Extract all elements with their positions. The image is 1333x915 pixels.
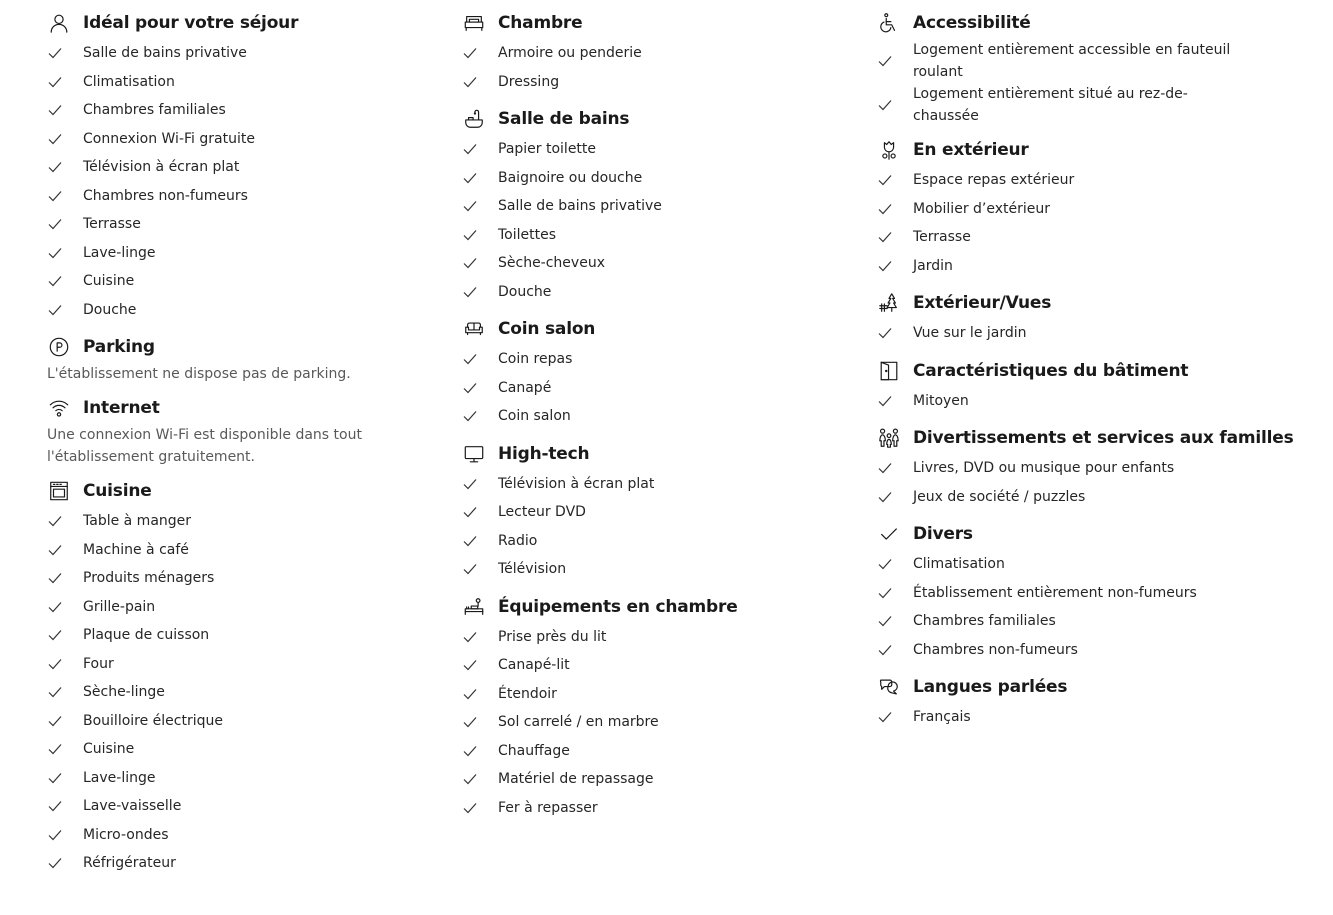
list-item-label: Papier toilette [498,141,597,158]
checkmark-icon [47,47,63,59]
section-title: Idéal pour votre séjour [83,13,299,33]
checkmark-icon [462,659,478,671]
list-item-label: Sèche-linge [83,684,165,701]
door-icon [877,359,901,383]
list-item [462,794,842,823]
list-item-label: Français [913,709,971,726]
list-item-label: Chambres familiales [913,613,1056,630]
checkmark-icon [462,535,478,547]
section-header [462,317,842,341]
list-item [462,470,842,499]
list-item [47,650,427,679]
checkmark-icon [877,395,893,407]
section-description: Une connexion Wi-Fi est disponible dans tout l'établissement gratuitement. [47,427,362,465]
checkmark-icon [462,172,478,184]
list-item [47,239,427,268]
list-item-label: Plaque de cuisson [83,627,210,644]
list-item [462,402,842,431]
section-bathtub [462,107,842,306]
list-item-label: Produits ménagers [83,570,215,587]
checkmark-icon [462,478,478,490]
list-item [47,821,427,850]
list-item-label: Climatisation [83,73,175,90]
checkmark-icon [462,506,478,518]
checkmark-icon [877,491,893,503]
list-item [462,708,842,737]
list-item-label: Lave-linge [83,244,156,261]
list-item-label: Jeux de société / puzzles [913,488,1086,505]
wifi-icon [47,396,71,420]
section-header [877,359,1297,383]
list-item-label: Jardin [913,257,953,274]
section-title: Chambre [498,13,583,33]
section-check [877,522,1297,664]
section-header [47,11,427,35]
section-wifi [47,396,427,468]
parking-icon [47,335,71,359]
section-description: L'établissement ne dispose pas de parking. [47,366,351,382]
list-item [877,223,1297,252]
list-item-label: Canapé-lit [498,657,570,674]
list-item-label: Matériel de repassage [498,771,654,788]
list-item-label: Télévision à écran plat [83,159,240,176]
list-item [47,153,427,182]
list-item-label: Canapé [498,379,552,396]
list-item [877,607,1297,636]
list-item-label: Télévision à écran plat [498,475,655,492]
list-item [877,550,1297,579]
list-item [877,166,1297,195]
section-header [462,107,842,131]
list-item [462,39,842,68]
section-title: Divertissements et services aux familles [913,428,1294,448]
checkmark-icon [47,572,63,584]
list-item [462,651,842,680]
list-item [877,195,1297,224]
checkmark-icon [877,711,893,723]
checkmark-icon [462,688,478,700]
checkmark-icon [462,773,478,785]
section-title: Salle de bains [498,109,630,129]
list-item [877,636,1297,665]
list-item-label: Prise près du lit [498,628,607,645]
list-item [877,387,1297,416]
list-item-label: Dressing [498,73,560,90]
list-item [47,735,427,764]
list-item [462,278,842,307]
section-flower [877,138,1297,280]
section-title: Internet [83,398,160,418]
list-item-label: Coin salon [498,408,571,425]
list-item [877,252,1297,281]
list-item [462,527,842,556]
list-item-label: Four [83,655,114,672]
monitor-icon [462,442,486,466]
checkmark-icon [462,353,478,365]
list-item-label: Armoire ou penderie [498,45,642,62]
checkmark-icon [47,104,63,116]
column-2 [462,0,842,830]
checkmark-icon [462,76,478,88]
checkmark-icon [47,247,63,259]
checkmark-icon [877,174,893,186]
checkmark-icon [462,229,478,241]
checkmark-icon [47,161,63,173]
list-item [462,555,842,584]
person-icon [47,11,71,35]
list-item [47,39,427,68]
list-item-label: Connexion Wi-Fi gratuite [83,130,255,147]
section-header [877,522,1297,546]
list-item [462,680,842,709]
list-item-label: Douche [498,283,552,300]
list-item-label: Fer à repasser [498,799,598,816]
checkmark-icon [47,829,63,841]
section-title: Équipements en chambre [498,596,738,617]
checkmark-icon [462,410,478,422]
list-item [462,68,842,97]
list-item [462,164,842,193]
wheelchair-icon [877,11,901,35]
list-item-label: Livres, DVD ou musique pour enfants [913,460,1175,477]
list-item-label: Sèche-cheveux [498,255,605,272]
checkmark-icon [462,802,478,814]
list-item-label: Salle de bains privative [83,45,247,62]
checkmark-icon [877,644,893,656]
section-header [877,675,1297,699]
list-item-label: Vue sur le jardin [913,325,1027,342]
list-item-label: Terrasse [83,216,141,233]
checkmark-icon [462,143,478,155]
section-header [47,396,427,420]
checkmark-icon [877,55,893,67]
checkmark-icon [462,563,478,575]
checkmark-icon [47,857,63,869]
checkmark-icon [877,327,893,339]
check-icon [877,522,901,546]
list-item [47,296,427,325]
column-1 [47,0,427,886]
section-title: Caractéristiques du bâtiment [913,360,1189,381]
list-item [877,83,1297,127]
list-item-label: Climatisation [913,556,1005,573]
list-item [47,678,427,707]
checkmark-icon [877,558,893,570]
flower-icon [877,138,901,162]
list-item-label: Micro-ondes [83,826,169,843]
checkmark-icon [877,203,893,215]
list-item-label: Mitoyen [913,392,969,409]
bed-icon [462,11,486,35]
section-parking [47,335,427,385]
section-room-amenities [462,595,842,823]
list-item [47,182,427,211]
list-item [47,707,427,736]
section-title: Langues parlées [913,677,1068,697]
section-header [877,138,1297,162]
list-item-label: Grille-pain [83,598,156,615]
checkmark-icon [462,716,478,728]
list-item-label: Sol carrelé / en marbre [498,714,659,731]
list-item-label: Coin repas [498,351,573,368]
section-header [877,426,1297,450]
list-item-label: Logement entièrement situé au rez-de-chaussée [913,86,1188,124]
list-item-label: Radio [498,532,538,549]
section-title: En extérieur [913,140,1029,160]
list-item-label: Cuisine [83,273,135,290]
list-item [877,579,1297,608]
list-item [47,621,427,650]
list-item [462,192,842,221]
list-item-label: Salle de bains privative [498,198,662,215]
list-item-label: Lave-linge [83,769,156,786]
list-item-label: Établissement entièrement non-fumeurs [913,584,1197,601]
list-item [47,210,427,239]
checkmark-icon [462,286,478,298]
list-item [47,593,427,622]
section-sofa [462,317,842,431]
list-item-label: Chambres non-fumeurs [913,641,1078,658]
list-item [47,849,427,878]
section-door [877,359,1297,416]
list-item-label: Réfrigérateur [83,855,176,872]
checkmark-icon [47,658,63,670]
section-header [47,335,427,359]
section-person [47,11,427,324]
checkmark-icon [47,544,63,556]
section-title: Accessibilité [913,13,1031,33]
checkmark-icon [462,257,478,269]
section-header [877,11,1297,35]
list-item-label: Mobilier d’extérieur [913,200,1050,217]
list-item-label: Toilettes [498,226,557,243]
section-monitor [462,442,842,584]
checkmark-icon [47,715,63,727]
checkmark-icon [47,800,63,812]
list-item [877,39,1297,83]
section-title: Divers [913,524,973,544]
checkmark-icon [462,47,478,59]
list-item [462,498,842,527]
room-amenities-icon [462,595,486,619]
list-item-label: Lave-vaisselle [83,798,182,815]
list-item-label: Terrasse [913,229,971,246]
checkmark-icon [47,601,63,613]
checkmark-icon [47,686,63,698]
tree-fence-icon [877,291,901,315]
list-item-label: Baignoire ou douche [498,169,643,186]
list-item [877,483,1297,512]
section-title: Coin salon [498,319,596,339]
checkmark-icon [47,190,63,202]
list-item-label: Douche [83,301,137,318]
list-item [47,125,427,154]
section-oven [47,479,427,878]
section-speech-bubbles [877,675,1297,732]
section-title: Parking [83,337,155,357]
checkmark-icon [877,231,893,243]
list-item-label: Bouilloire électrique [83,712,223,729]
section-tree-fence [877,291,1297,348]
section-family [877,426,1297,511]
checkmark-icon [462,200,478,212]
speech-bubbles-icon [877,675,901,699]
list-item [462,765,842,794]
list-item [462,374,842,403]
list-item [47,564,427,593]
section-title: High-tech [498,443,590,464]
checkmark-icon [877,615,893,627]
section-header [462,11,842,35]
list-item-label: Chauffage [498,742,570,759]
list-item [462,737,842,766]
checkmark-icon [47,133,63,145]
list-item [877,454,1297,483]
section-header [877,291,1297,315]
section-header [462,595,842,619]
list-item-label: Table à manger [83,513,192,530]
bathtub-icon [462,107,486,131]
list-item-label: Chambres familiales [83,102,226,119]
checkmark-icon [47,629,63,641]
list-item-label: Machine à café [83,541,189,558]
list-item [462,221,842,250]
checkmark-icon [462,745,478,757]
checkmark-icon [47,515,63,527]
list-item [462,623,842,652]
list-item [47,792,427,821]
list-item-label: Cuisine [83,741,135,758]
list-item [877,319,1297,348]
checkmark-icon [877,99,893,111]
list-item-label: Télévision [498,561,567,578]
list-item-label: Étendoir [498,685,557,702]
column-3 [877,0,1297,740]
list-item-label: Chambres non-fumeurs [83,187,248,204]
list-item [877,703,1297,732]
checkmark-icon [877,462,893,474]
list-item [47,96,427,125]
list-item-label: Logement entièrement accessible en fauteuil roulant [913,42,1231,80]
checkmark-icon [877,587,893,599]
section-title: Extérieur/Vues [913,293,1052,313]
list-item [462,249,842,278]
section-wheelchair [877,11,1297,127]
checkmark-icon [877,260,893,272]
list-item [47,267,427,296]
list-item-label: Espace repas extérieur [913,172,1075,189]
checkmark-icon [47,76,63,88]
section-header [462,442,842,466]
checkmark-icon [47,772,63,784]
list-item-label: Lecteur DVD [498,504,586,521]
section-header [47,479,427,503]
checkmark-icon [47,275,63,287]
checkmark-icon [47,304,63,316]
list-item [47,68,427,97]
section-title: Cuisine [83,481,152,501]
list-item [47,507,427,536]
checkmark-icon [462,382,478,394]
checkmark-icon [462,631,478,643]
list-item [47,764,427,793]
list-item [462,135,842,164]
list-item [462,345,842,374]
family-icon [877,426,901,450]
checkmark-icon [47,743,63,755]
list-item [47,536,427,565]
section-bed [462,11,842,96]
oven-icon [47,479,71,503]
sofa-icon [462,317,486,341]
checkmark-icon [47,218,63,230]
